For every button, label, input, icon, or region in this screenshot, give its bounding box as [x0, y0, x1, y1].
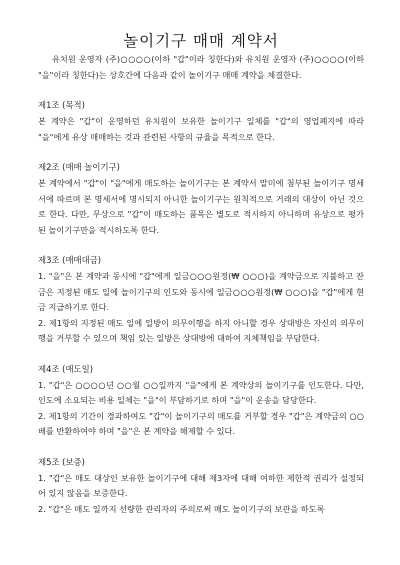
article-5: [38, 455, 364, 518]
article-paragraph: 1. "갑"은 매도 대상인 보유한 놀이기구에 대해 제3자에 대해 여하한 제한적 권리가 설정되어 있지 않음을 보증한다.: [38, 472, 364, 498]
article-paragraph: 1. "갑"은 ○○○○년 ○○월 ○○일까지 "을"에게 본 계약상의 놀이기구를 인도한다. 다만, 인도에 소요되는 비용 일체는 "을"이 부담하기로 하며 "을"이 운송을 담당한다.: [38, 379, 364, 405]
article-paragraph: 2. 제1항의 기간이 경과하여도 "갑"이 놀이기구의 매도를 거부할 경우 "갑"은 계약금의 ○○배를 반환하여야 하며 "을"은 본 계약을 해제할 수 있다.: [38, 410, 364, 436]
article-4: [38, 362, 364, 440]
article-paragraph: 2. "갑"은 매도 일까지 선량한 관리자의 주의로써 매도 놀이기구의 보관을 하도록: [38, 503, 325, 514]
article-1: [38, 98, 364, 145]
document-title: 놀이기구 매매 계약서: [123, 32, 279, 50]
article-paragraph: 본 계약은 "갑"이 운영하던 유치원이 보유한 놀이기구 일체를 "갑"의 영업폐지에 따라 "을"에게 유상 매매하는 것과 관련된 사항의 규율을 목적으로 한다.: [38, 116, 364, 142]
article-paragraph: 본 계약에서 "갑"이 "을"에게 매도하는 놀이기구는 본 계약서 말미에 첨부된 놀이기구 명세서에 따르며 본 명세서에 명시되지 아니한 놀이기구는 원칙적으로 거래의 대상이 아닌 것으로 한다. 다만, 무상으로 "갑"이 매도하는 품목은 별도로 적시하지 아니하며 유상으로 평가된 놀이기구만을 적시하도록 한다.: [38, 178, 364, 235]
intro-paragraph: 유치원 운영자 (주)○○○○(이하 "갑"이라 칭한다)와 유치원 운영자 (주)○○○○(이하 "을"이라 칭한다)는 상호간에 다음과 같이 놀이기구 매매 계약을 체결한다.: [38, 54, 364, 80]
article-heading: 제4조 (매도일): [38, 363, 93, 374]
article-heading: 제2조 (매매 놀이기구): [38, 162, 120, 172]
article-paragraph: 2. 제1항의 지정된 매도 일에 일방이 의무이행을 하지 아니할 경우 상대방은 자신의 의무이행을 거부할 수 있으며 책임 있는 일방은 상대방에 대하여 지체책임을 부담한다.: [38, 317, 364, 343]
article-3: [38, 253, 364, 347]
article-heading: 제1조 (목적): [38, 100, 85, 110]
article-heading: 제5조 (보증): [38, 456, 85, 467]
article-paragraph: 1. "을"은 본 계약과 동시에 "갑"에게 일금○○○원정(₩ ○○○)을 계약금으로 지불하고 잔금은 지정된 매도 일에 놀이기구의 인도와 동시에 일금○○○원정(₩ ○○○)을 "갑"에게 현금 지급하기로 한다.: [38, 271, 364, 312]
article-2: [38, 160, 364, 238]
article-heading: 제3조 (매매대금): [38, 255, 102, 265]
